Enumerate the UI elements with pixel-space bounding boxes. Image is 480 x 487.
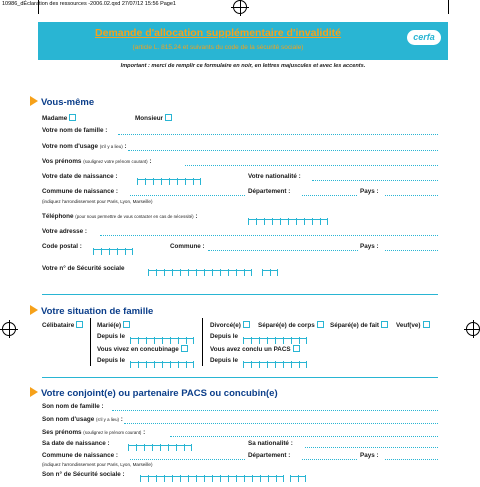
- form-title: Demande d'allocation supplémentaire d'invalidité: [95, 27, 341, 39]
- adresse-label: Votre adresse :: [42, 228, 88, 235]
- nom-famille-label: Votre nom de famille :: [42, 127, 108, 134]
- conjoint-departement-label: Département :: [248, 452, 291, 459]
- pacs-checkbox[interactable]: [293, 345, 300, 352]
- conjoint-date-naissance-label: Sa date de naissance :: [42, 440, 110, 447]
- departement-label: Département :: [248, 188, 291, 195]
- madame-option[interactable]: Madame: [42, 114, 76, 122]
- depuis-divorce-label: Depuis le: [210, 333, 238, 340]
- veuf-option[interactable]: Veuf(ve): [396, 321, 430, 329]
- cerfa-logo: cerfa: [407, 30, 441, 45]
- section-arrow-icon: [30, 96, 38, 106]
- marie-checkbox[interactable]: [123, 321, 130, 328]
- section-divider: [42, 377, 438, 378]
- instructions-text: Important : merci de remplir ce formulaire en noir, en lettres majuscules et avec les accents.: [120, 63, 366, 69]
- conjoint-nom-usage-label: Son nom d'usage (s'il y a lieu) :: [42, 416, 123, 423]
- depuis-marie-field[interactable]: [130, 331, 194, 339]
- conjoint-nationalite-label: Sa nationalité :: [248, 440, 293, 447]
- commune-label: Commune :: [170, 243, 205, 250]
- secu-key-field[interactable]: [262, 263, 278, 271]
- veuf-checkbox[interactable]: [423, 321, 430, 328]
- code-postal-label: Code postal :: [42, 243, 82, 250]
- form-subtitle: (article L. 815.24 et suivants du code de la sécurité sociale): [132, 44, 304, 51]
- depuis-pacs-label: Depuis le: [210, 357, 238, 364]
- conjoint-date-naissance-field[interactable]: [128, 438, 192, 446]
- pays2-label: Pays :: [360, 243, 379, 250]
- depuis-concubinage-label: Depuis le: [97, 357, 125, 364]
- monsieur-checkbox[interactable]: [165, 114, 172, 121]
- conjoint-secu-number-field[interactable]: [140, 469, 284, 477]
- separe-corps-checkbox[interactable]: [317, 321, 324, 328]
- divorce-checkbox[interactable]: [243, 321, 250, 328]
- celibataire-option[interactable]: Célibataire: [42, 321, 83, 329]
- secu-label: Votre n° de Sécurité sociale: [42, 265, 125, 272]
- bracket-line: [202, 318, 203, 366]
- registration-mark-left: [2, 322, 16, 336]
- print-crop-line: 10986_dÉclaration des ressources -2006.02.qxd 27/07/12 15:56 Page1: [2, 1, 176, 7]
- celibataire-checkbox[interactable]: [76, 321, 83, 328]
- concubinage-option[interactable]: Vous vivez en concubinage: [97, 345, 188, 353]
- conjoint-commune-label: Commune de naissance :: [42, 452, 118, 459]
- section-heading-conjoint: Votre conjoint(e) ou partenaire PACS ou concubin(e): [30, 387, 278, 399]
- conjoint-nom-usage-field[interactable]: [124, 423, 438, 424]
- crop-mark: [38, 0, 39, 14]
- conjoint-pays-field[interactable]: [385, 459, 438, 460]
- depuis-pacs-field[interactable]: [243, 355, 307, 363]
- conjoint-nationalite-field[interactable]: [305, 447, 438, 448]
- registration-mark-right: [466, 322, 480, 336]
- crop-mark: [448, 0, 449, 14]
- telephone-field[interactable]: [248, 212, 328, 220]
- conjoint-pays-label: Pays :: [360, 452, 379, 459]
- commune-naissance-label: Commune de naissance :: [42, 188, 118, 195]
- section-arrow-icon: [30, 387, 38, 397]
- conjoint-nom-famille-field[interactable]: [112, 410, 438, 411]
- conjoint-prenoms-field[interactable]: [170, 436, 438, 437]
- nom-usage-field[interactable]: [128, 150, 438, 151]
- nationalite-field[interactable]: [312, 180, 438, 181]
- date-naissance-label: Votre date de naissance :: [42, 173, 118, 180]
- concubinage-checkbox[interactable]: [181, 345, 188, 352]
- conjoint-commune-field[interactable]: [130, 459, 245, 460]
- section-arrow-icon: [30, 305, 38, 315]
- section-heading-situation-famille: Votre situation de famille: [30, 305, 153, 317]
- pays2-field[interactable]: [385, 250, 438, 251]
- bracket-line: [90, 318, 91, 366]
- madame-checkbox[interactable]: [69, 114, 76, 121]
- nom-usage-label: Votre nom d'usage (s'il y a lieu) :: [42, 143, 127, 150]
- departement-field[interactable]: [302, 195, 357, 196]
- prenoms-label: Vos prénoms (soulignez votre prénom courant) :: [42, 158, 152, 165]
- monsieur-option[interactable]: Monsieur: [135, 114, 172, 122]
- section-heading-vous-meme: Vous-même: [30, 96, 94, 108]
- prenoms-field[interactable]: [185, 165, 438, 166]
- registration-mark-top: [233, 0, 247, 14]
- code-postal-field[interactable]: [93, 242, 133, 250]
- pays-field[interactable]: [385, 195, 438, 196]
- divorce-option[interactable]: Divorcé(e): [210, 321, 250, 329]
- conjoint-secu-key-field[interactable]: [290, 469, 306, 477]
- separe-corps-option[interactable]: Séparé(e) de corps: [258, 321, 324, 329]
- depuis-marie-label: Depuis le: [97, 333, 125, 340]
- separe-fait-option[interactable]: Séparé(e) de fait: [330, 321, 388, 329]
- marie-option[interactable]: Marié(e): [97, 321, 130, 329]
- commune-field[interactable]: [208, 250, 358, 251]
- commune-naissance-field[interactable]: [130, 195, 245, 196]
- depuis-divorce-field[interactable]: [243, 331, 307, 339]
- telephone-label: Téléphone (pour nous permettre de vous contacter en cas de nécessité) :: [42, 213, 198, 220]
- nationalite-label: Votre nationalité :: [248, 173, 301, 180]
- date-naissance-field[interactable]: [137, 172, 201, 180]
- secu-number-field[interactable]: [148, 263, 252, 271]
- nom-famille-field[interactable]: [118, 134, 438, 135]
- conjoint-prenoms-label: Ses prénoms (soulignez le prénom courant) :: [42, 429, 146, 436]
- depuis-concubinage-field[interactable]: [130, 355, 194, 363]
- pacs-option[interactable]: Vous avez conclu un PACS: [210, 345, 300, 353]
- separe-fait-checkbox[interactable]: [381, 321, 388, 328]
- conjoint-nom-famille-label: Son nom de famille :: [42, 403, 104, 410]
- conjoint-arrondissement-note: (indiquez l'arrondissement pour Paris, Lyon, Marseille): [42, 462, 153, 467]
- conjoint-secu-label: Son n° de Sécurité sociale :: [42, 471, 125, 478]
- arrondissement-note: (indiquez l'arrondissement pour Paris, Lyon, Marseille): [42, 199, 153, 204]
- section-divider: [42, 294, 438, 295]
- conjoint-departement-field[interactable]: [302, 459, 357, 460]
- pays-label: Pays :: [360, 188, 379, 195]
- adresse-field[interactable]: [100, 235, 438, 236]
